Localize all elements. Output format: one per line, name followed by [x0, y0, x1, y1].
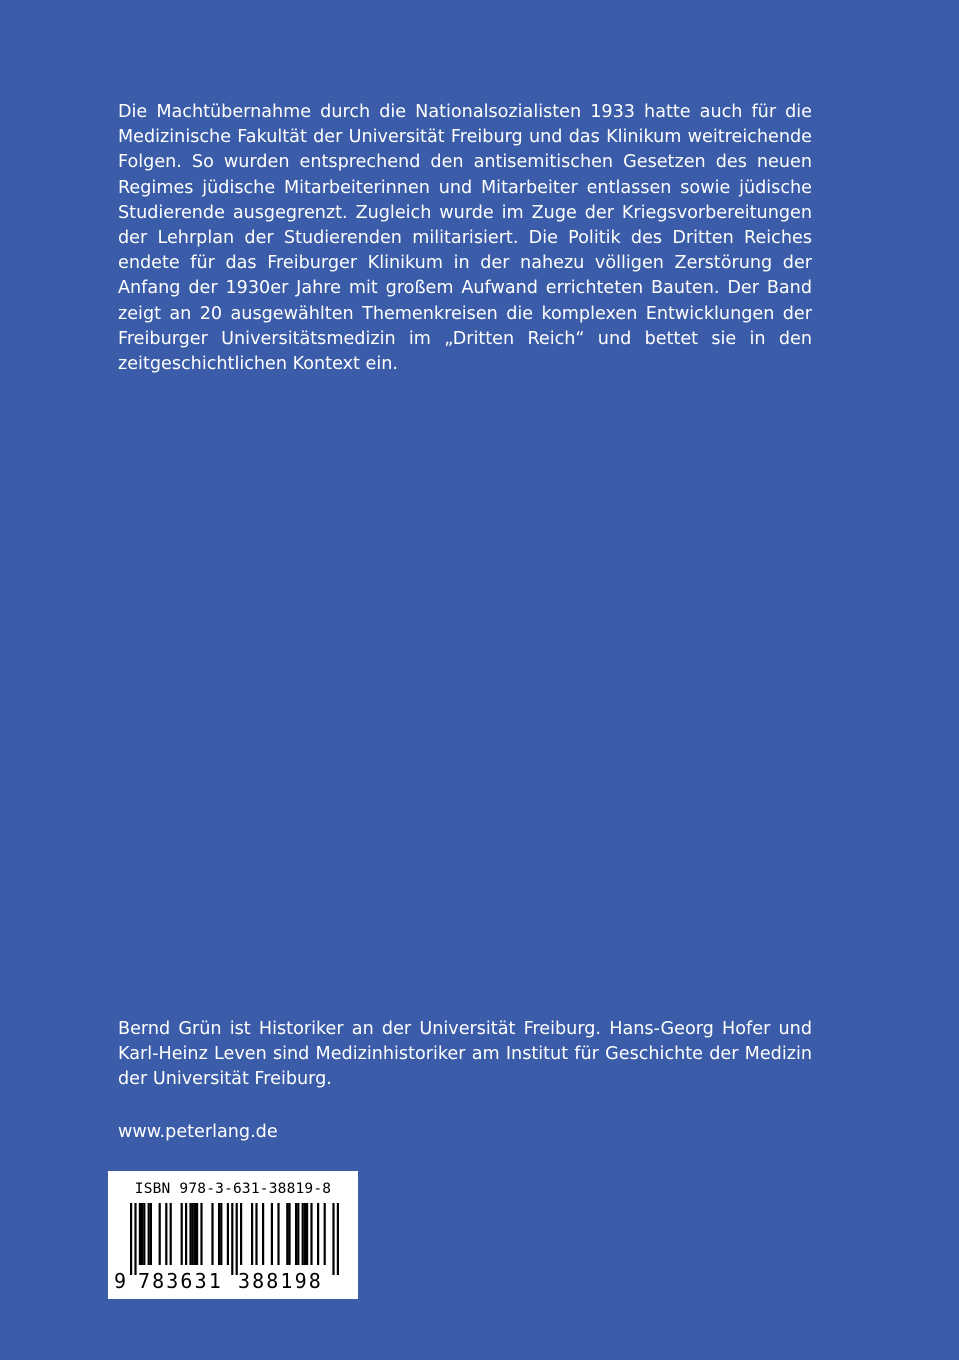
barcode-bar — [286, 1203, 288, 1265]
barcode-bar — [148, 1203, 150, 1265]
barcode-bar — [159, 1203, 161, 1265]
barcode-bar — [130, 1203, 132, 1275]
barcode-bar — [317, 1203, 319, 1265]
barcode-bar — [332, 1203, 334, 1275]
barcode-bar — [150, 1203, 152, 1265]
barcode-bar — [306, 1203, 308, 1265]
barcode-lead-digit: 9 — [114, 1269, 127, 1293]
barcode-bar — [271, 1203, 273, 1265]
barcode-bar — [194, 1203, 196, 1265]
barcode-bar — [262, 1203, 264, 1265]
barcode-bar — [139, 1203, 141, 1265]
barcode-bar — [189, 1203, 191, 1265]
barcode-bar — [255, 1203, 257, 1265]
back-cover-blurb: Die Machtübernahme durch die Nationalsozialisten 1933 hatte auch für die Medizinische Fakultät der Universität Freiburg und das Klinikum weitreichende Folgen. So wurden entsprechend den antisemitischen Gesetzen des neuen Regimes jüdische Mitarbeiterinnen und Mitarbeiter entlassen sowie jüdische Studierende ausgegrenzt. Zugleich wurde im Zuge der Kriegsvorbereitungen der Lehrplan der Studierenden militarisiert. Die Politik des Dritten Reiches endete für das Freiburger Klinikum in der nahezu völligen Zerstörung der Anfang der 1930er Jahre mit großem Aufwand errichteten Bauten. Der Band zeigt an 20 ausgewählten Themenkreisen die komplexen Entwicklungen der Freiburger Universitätsmedizin im „Dritten Reich“ und bettet sie in den zeitgeschichtlichen Kontext ein. — [118, 102, 812, 375]
barcode-bar — [211, 1203, 213, 1265]
barcode-right-digits: 388198 — [238, 1269, 323, 1293]
barcode-bar — [277, 1203, 279, 1265]
barcode-bar — [141, 1203, 143, 1265]
barcode-bar — [185, 1203, 187, 1265]
author-bio: Bernd Grün ist Historiker an der Universität Freiburg. Hans-Georg Hofer und Karl-Heinz Leven sind Medizinhistoriker am Institut für Geschichte der Medizin der Universität Freiburg. — [118, 1019, 812, 1090]
barcode-bar — [227, 1203, 229, 1265]
barcode-bar — [251, 1203, 253, 1265]
publisher-website: www.peterlang.de — [118, 1122, 278, 1142]
barcode-bar — [143, 1203, 145, 1265]
barcode-bar — [231, 1203, 233, 1275]
barcode-bar — [310, 1203, 312, 1265]
barcode-bar — [236, 1203, 238, 1275]
barcode-bar — [295, 1203, 297, 1265]
barcode-bar — [288, 1203, 290, 1265]
barcode-bar — [134, 1203, 136, 1275]
barcode-bar — [220, 1203, 222, 1265]
barcode-bar — [324, 1203, 326, 1265]
isbn-label: ISBN 978-3-631-38819-8 — [134, 1181, 332, 1197]
barcode-bar — [200, 1203, 202, 1265]
barcode-bar — [165, 1203, 167, 1265]
isbn-barcode — [108, 1171, 358, 1299]
barcode-bar — [304, 1203, 306, 1265]
barcode-bar — [240, 1203, 242, 1265]
barcode-left-digits: 783631 — [138, 1269, 223, 1293]
barcode-bar — [196, 1203, 198, 1265]
barcode-bar — [192, 1203, 194, 1265]
barcode-bar — [181, 1203, 183, 1265]
barcode-bar — [170, 1203, 172, 1265]
barcode-bar — [297, 1203, 299, 1265]
barcode-bar — [218, 1203, 220, 1265]
barcode-bar — [302, 1203, 304, 1265]
barcode-bar — [337, 1203, 339, 1275]
